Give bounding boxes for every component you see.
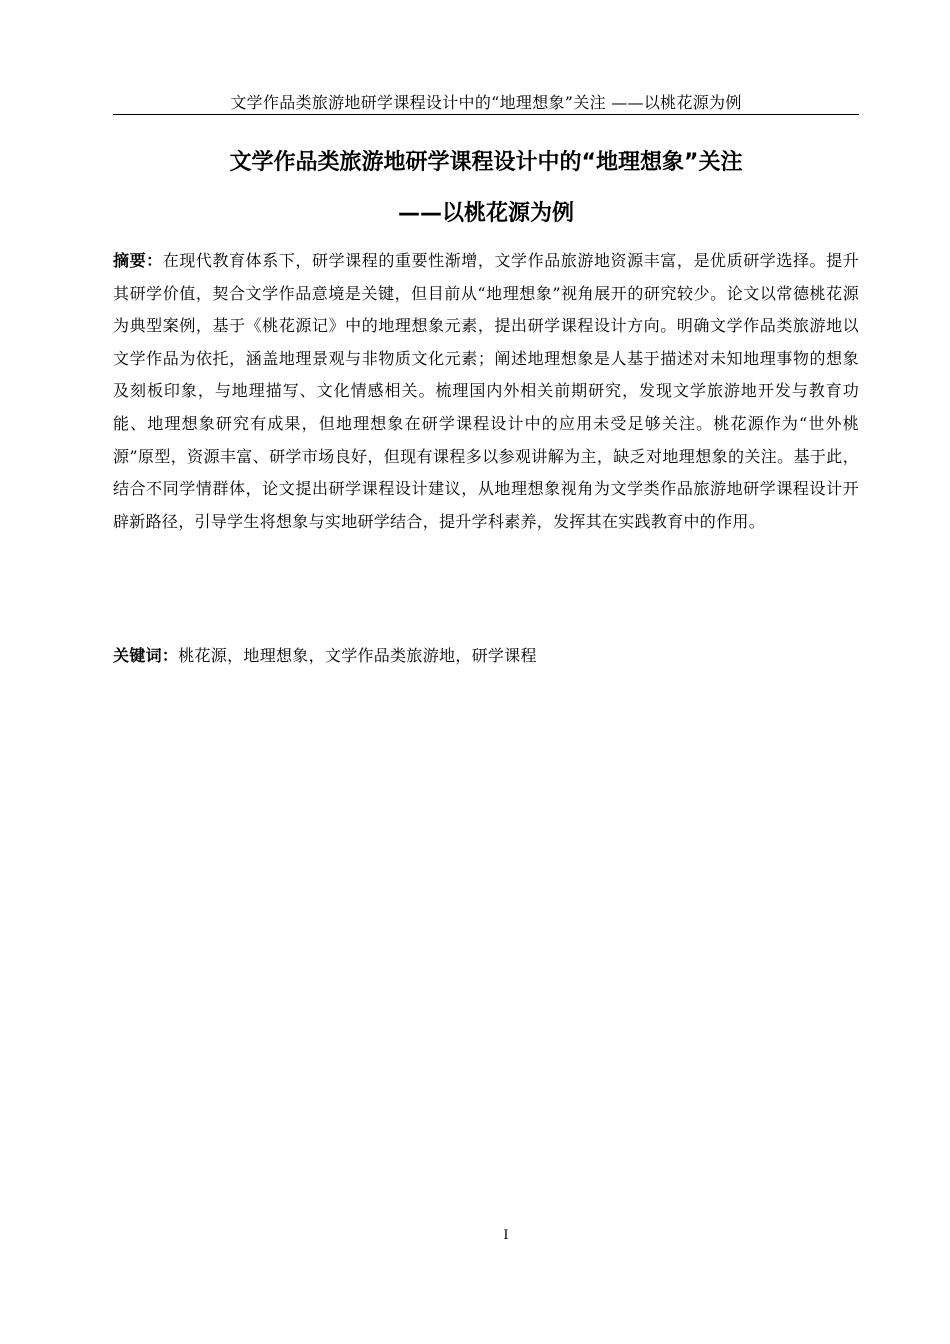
page-number: I	[503, 1228, 509, 1243]
paper-subtitle: ——以桃花源为例	[397, 201, 574, 226]
abstract-label: 摘要：	[113, 251, 163, 270]
keywords-label: 关键词：	[113, 646, 179, 665]
keywords-line	[113, 640, 859, 672]
running-header: 文学作品类旅游地研学课程设计中的“地理想象”关注 ——以桃花源为例	[230, 93, 742, 112]
header-divider	[113, 114, 859, 115]
abstract-text: 在现代教育体系下，研学课程的重要性渐增，文学作品旅游地资源丰富，是优质研学选择。提升其研学价值，契合文学作品意境是关键，但目前从“地理想象”视角展开的研究较少。论文以常德桃花源为典型案例，基于《桃花源记》中的地理想象元素，提出研学课程设计方向。明确文学作品类旅游地以文学作品为依托，涵盖地理景观与非物质文化元素；阐述地理想象是人基于描述对未知地理事物的想象及刻板印象，与地理描写、文化情感相关。梳理国内外相关前期研究，发现文学旅游地开发与教育功能、地理想象研究有成果，但地理想象在研学课程设计中的应用未受足够关注。桃花源作为“世外桃源”原型，资源丰富、研学市场良好，但现有课程多以参观讲解为主，缺乏对地理想象的关注。基于此，结合不同学情群体，论文提出研学课程设计建议，从地理想象视角为文学类作品旅游地研学课程设计开辟新路径，引导学生将想象与实地研学结合，提升学科素养，发挥其在实践教育中的作用。	[113, 251, 859, 531]
paper-title: 文学作品类旅游地研学课程设计中的“地理想象”关注	[229, 150, 743, 175]
abstract-paragraph	[113, 245, 859, 538]
keywords-text: 桃花源，地理想象，文学作品类旅游地，研学课程	[178, 646, 537, 665]
